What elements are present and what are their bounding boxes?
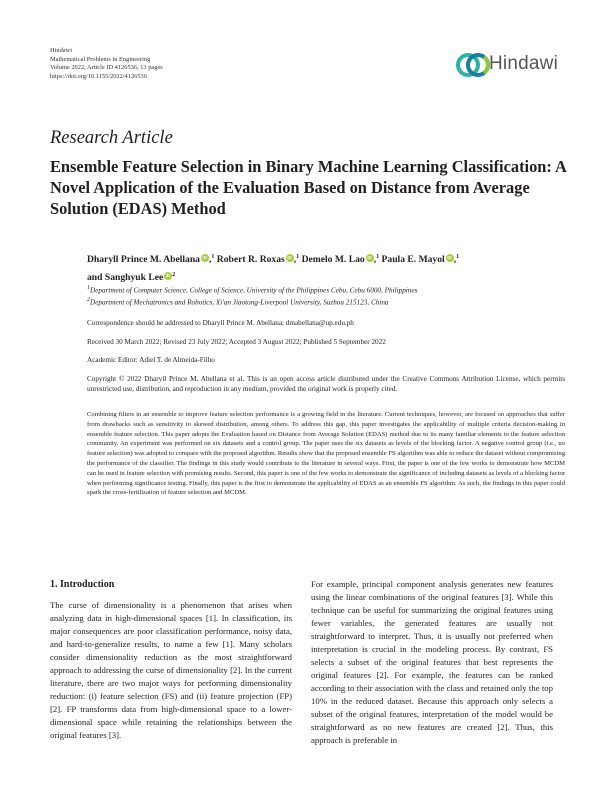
correspondence: Correspondence should be addressed to Dharyll Prince M. Abellana; dmabellana@up.edu.ph xyxy=(87,319,354,327)
affiliation-text: Department of Mechatronics and Robotics, Xi'an Jiaotong-Liverpool University, Suzhou 215123, China xyxy=(90,298,389,307)
article-type: Research Article xyxy=(50,128,173,148)
affiliation-number: 2 xyxy=(87,297,90,304)
affiliation-number: 1 xyxy=(87,285,90,291)
affiliations xyxy=(87,283,567,308)
logo-wordmark: Hindawi xyxy=(489,53,558,74)
author-name: Demelo M. Lao xyxy=(301,254,365,266)
academic-editor: Academic Editor: Adiel T. de Almeida-Filho xyxy=(87,356,215,364)
journal-name: Mathematical Problems in Engineering xyxy=(50,55,151,63)
author-name: Dharyll Prince M. Abellana xyxy=(87,254,200,266)
author-list: Dharyll Prince M. AbellanaiD ,$^1$ Robert R. RoxasiD ,$^1$ Demelo M. LaoiD ,$^1$ Paula E. MayoliD ,$^1$ and Sanghyuk LeeiD $^2$ xyxy=(87,250,567,285)
affiliation-text: Department of Computer Science, College of Science, University of the Philippines Cebu, Cebu 6000, Philippines xyxy=(90,286,418,295)
intro-column-left xyxy=(50,578,292,742)
author-name: Sanghyuk Lee xyxy=(104,271,164,283)
paragraph: The curse of dimensionality is a phenomenon that arises when analyzing data in high-dimensional spaces [1]. In classification, its major consequences are poor classification performance, noisy data, and hard-to-generalize results, to name a few [1]. Many scholars consider dimensionality reduction as the most straightforward approach to addressing the curse of dimensionality [2]. In the current literature, there are two major ways for performing dimensionality reduction: (i) feature selection (FS) and (ii) feature projection (FP) [2]. FP transforms data from high-dimensional space to a lower-dimensional space while retaining the relationships between the original features [3]. xyxy=(50,600,292,740)
paragraph: For example, principal component analysis generates new features using the linear combinations of the original features [3]. While this technique can be useful for summarizing the original features using fewer variables, the generated features are usually not straightforward to interpret. Thus, it is usually not preferred when interpretation is crucial in the modeling process. By contrast, FS selects a subset of the original features that best represents the original features [2]. For example, the features can be ranked according to their association with the class and retained only the top 10% in the reduced dataset. Because this approach only selects a subset of the original features, interpretation of the model would be straightforward as no new features are created [2]. Thus, this approach is preferable in xyxy=(311,579,553,745)
orcid-icon[interactable] xyxy=(446,254,454,262)
intro-column-right xyxy=(311,578,553,747)
author-affiliation-mark: 1 xyxy=(296,254,300,260)
author-name: Paula E. Mayol xyxy=(381,254,445,266)
abstract: Combining filters in an ensemble to improve feature selection performance is a growing field in the literature. Current techniques, however, are focused on approaches that suffer from drawbacks such as sensitivity to skewed distribution, among others. To address this gap, this paper investigates the applicability of multiple criteria decision-making in ensemble feature selection. This paper adopts the Evaluation based on Distance from Average Solution (EDAS) method due to its many familiar elements to the feature selection community. An experiment was performed on six datasets and a control group. The paper uses the six datasets as levels of the blocking factor. A negative control group (i.e., no feature selection) was adopted to compare with the proposed algorithm. Results show that the proposed ensemble FS algorithm was able to reduce the dataset without compromising the performance of the classifier. The findings in this study would contribute to the literature in several ways. First, the paper is one of the few works to demonstrate how MCDM can be used in feature selection with promising results. Second, this paper is one of the few works to demonstrate the significance of including datasets as levels of a blocking factor when performing significance testing. Finally, this paper is the first to demonstrate the applicability of EDAS as an ensemble FS algorithm. As such, the findings in this paper could spark the cross-fertilization of feature selection and MCDM. xyxy=(87,411,565,497)
journal-header xyxy=(50,47,163,81)
author-affiliation-mark: 2 xyxy=(172,271,176,278)
orcid-icon[interactable] xyxy=(286,254,294,262)
article-title: Ensemble Feature Selection in Binary Machine Learning Classification: A Novel Application of the Evaluation Based on Distance from Average Solution (EDAS) Method xyxy=(50,157,566,218)
copyright-notice: Copyright © 2022 Dharyll Prince M. Abellana et al. This is an open access article distributed under the Creative Commons Attribution License, which permits unrestricted use, distribution, and reproduction in any medium, provided the original work is properly cited. xyxy=(87,375,565,393)
affiliation-item xyxy=(87,283,567,295)
author-affiliation-mark: 1 xyxy=(376,254,380,260)
orcid-icon[interactable] xyxy=(366,254,374,262)
doi-link[interactable]: https://doi.org/10.1155/2022/4126536 xyxy=(50,72,147,80)
publisher-name: Hindawi xyxy=(50,47,73,54)
publication-dates: Received 30 March 2022; Revised 23 July 2022; Accepted 3 August 2022; Published 5 September 2022 xyxy=(87,338,386,346)
section-heading: 1. Introduction xyxy=(50,579,115,590)
author-affiliation-mark: 1 xyxy=(211,254,215,260)
volume-info: Volume 2022, Article ID 4126536, 13 pages xyxy=(50,64,163,72)
author-name: Robert R. Roxas xyxy=(216,254,285,266)
author-affiliation-mark: 1 xyxy=(456,254,460,260)
affiliation-item xyxy=(87,295,567,307)
orcid-icon[interactable] xyxy=(201,254,209,262)
orcid-icon[interactable] xyxy=(164,272,172,280)
